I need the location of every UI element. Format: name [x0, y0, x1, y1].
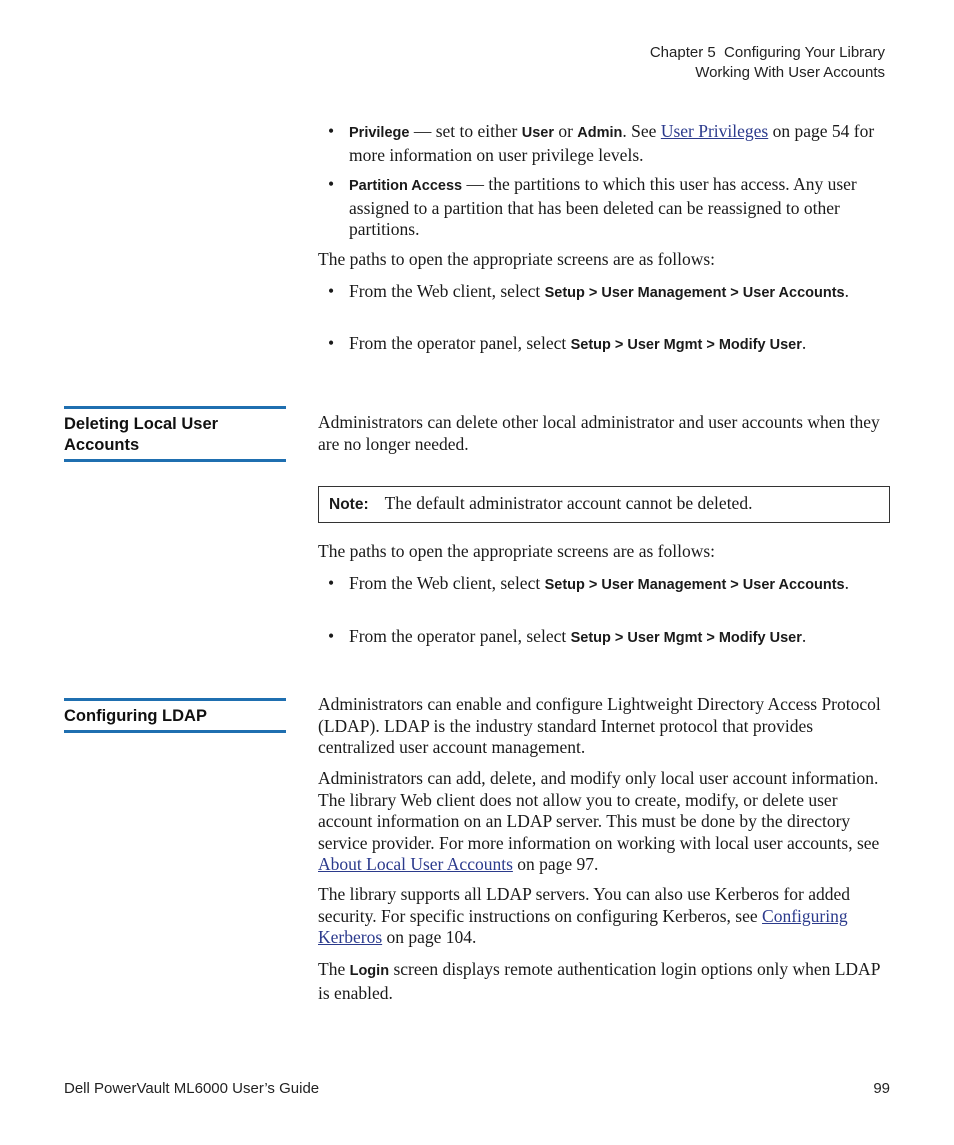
privilege-text-c: . See — [622, 121, 661, 141]
header-section: Working With User Accounts — [695, 64, 885, 81]
ldap-paragraph-3 — [318, 884, 890, 949]
heading-deleting-local-user-accounts: Deleting Local User Accounts — [64, 406, 286, 462]
header-chapter: Chapter 5 Configuring Your Library — [649, 44, 885, 61]
page-footer — [64, 1080, 890, 1097]
privilege-text-d: on page 54 for more information on user privilege levels. — [349, 121, 875, 165]
bullet-path-web-2 — [318, 573, 890, 597]
bullet-path-web-1 — [318, 281, 890, 305]
link-user-privileges[interactable]: User Privileges — [660, 121, 769, 141]
ui-user: User — [521, 125, 554, 141]
running-header — [650, 43, 885, 83]
privilege-text-b: or — [553, 121, 578, 141]
ldap-p4-post: screen displays remote authentication login options only when LDAP is enabled. — [318, 959, 880, 1003]
path-web-period: . — [844, 573, 849, 593]
note-text: The default administrator account cannot be deleted. — [384, 493, 753, 513]
note-box — [318, 486, 890, 523]
page-number: 99 — [873, 1080, 890, 1097]
bullet-partition-access — [318, 174, 890, 241]
path-web-ui: Setup > User Management > User Accounts — [544, 577, 845, 593]
bullet-privilege — [318, 121, 890, 166]
ldap-p2-text: Administrators can add, delete, and modify only local user account information. The library Web client does not allow you to create, modify, or delete user account information on an LDAP server. This must be done by the directory service provider. For more information on working with local user accounts, see — [318, 768, 880, 853]
ldap-p3-text: The library supports all LDAP servers. You can also use Kerberos for added security. For specific instructions on configuring Kerberos, see — [318, 884, 851, 926]
ldap-paragraph-4 — [318, 959, 890, 1004]
path-panel-period: . — [801, 626, 807, 646]
privilege-text-a: — set to either — [409, 121, 522, 141]
path-panel-text: From the operator panel, select — [349, 626, 571, 646]
link-configuring-kerberos[interactable]: Configuring Kerberos — [318, 905, 848, 947]
path-web-text: From the Web client, select — [349, 573, 545, 593]
ldap-paragraph-1: Administrators can enable and configure Lightweight Directory Access Protocol (LDAP). LDAP is the industry standard Internet protocol that provides centralized user account management. — [318, 694, 881, 757]
ui-login: Login — [349, 963, 390, 979]
bullet-dot: • — [328, 121, 335, 141]
bullet-path-panel-2 — [318, 626, 890, 650]
bullet-dot: • — [328, 573, 335, 593]
path-web-period: . — [844, 281, 849, 301]
ui-admin: Admin — [577, 125, 623, 141]
bullet-dot: • — [328, 281, 335, 301]
bullet-dot: • — [328, 174, 335, 194]
ldap-p4-text: The — [318, 959, 350, 979]
link-about-local-user-accounts[interactable]: About Local User Accounts — [318, 854, 513, 874]
partition-access-text: — the partitions to which this user has access. Any user assigned to a partition that has been deleted can be reassigned to other partitions. — [349, 174, 857, 239]
bullet-path-panel-1 — [318, 333, 890, 357]
path-web-text: From the Web client, select — [349, 281, 545, 301]
footer-title: Dell PowerVault ML6000 User’s Guide — [64, 1080, 320, 1097]
bullet-dot: • — [328, 333, 335, 353]
path-panel-ui: Setup > User Mgmt > Modify User — [570, 337, 802, 353]
bullet-dot: • — [328, 626, 335, 646]
deleting-paragraph: Administrators can delete other local administrator and user accounts when they are no longer needed. — [318, 412, 880, 454]
paths-intro-2: The paths to open the appropriate screens are as follows: — [318, 541, 716, 561]
path-panel-text: From the operator panel, select — [349, 333, 571, 353]
heading-configuring-ldap: Configuring LDAP — [64, 698, 286, 733]
term-privilege: Privilege — [349, 125, 410, 141]
note-label: Note: — [329, 496, 369, 513]
ldap-p3-post: on page 104. — [382, 927, 477, 947]
ldap-p2-post: on page 97. — [512, 854, 599, 874]
term-partition-access: Partition Access — [349, 178, 463, 194]
path-panel-period: . — [801, 333, 807, 353]
paths-intro-1: The paths to open the appropriate screens are as follows: — [318, 249, 716, 269]
path-panel-ui: Setup > User Mgmt > Modify User — [570, 630, 802, 646]
ldap-paragraph-2 — [318, 768, 890, 876]
path-web-ui: Setup > User Management > User Accounts — [544, 285, 845, 301]
